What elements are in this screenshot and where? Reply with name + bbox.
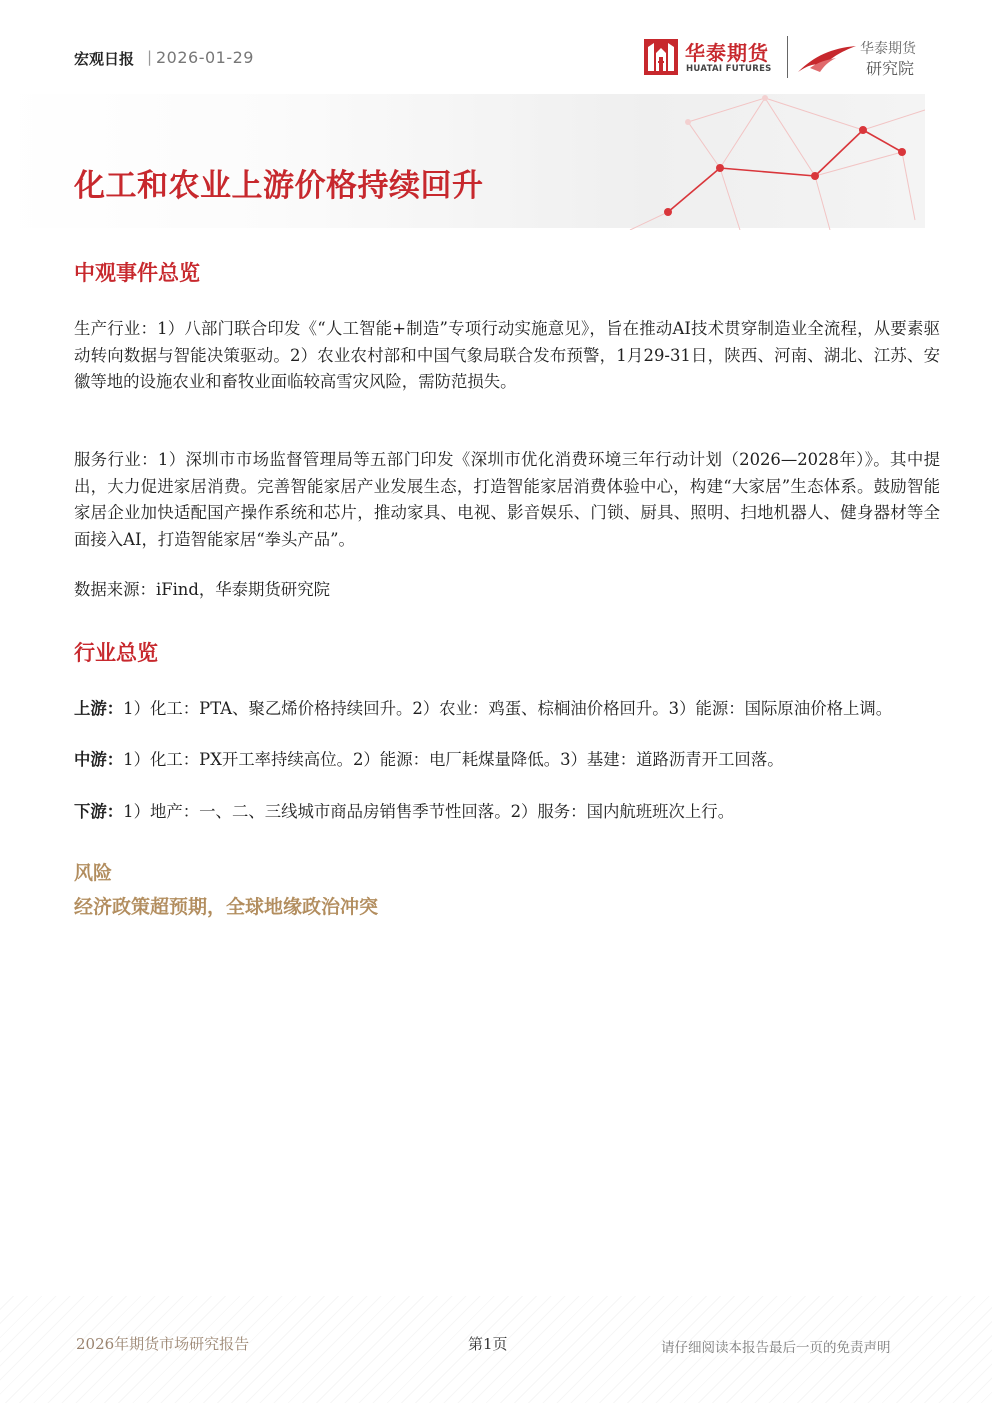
logo-english-name: HUATAI FUTURES (686, 64, 772, 74)
institute-name-line2: 研究院 (866, 59, 915, 78)
downstream-line (74, 799, 940, 826)
logo-chinese-name: 华泰期货 (685, 41, 769, 65)
midstream-label: 中游： (74, 750, 124, 769)
midstream-line (74, 747, 940, 774)
data-source-note: 数据来源：iFind，华泰期货研究院 (74, 580, 330, 599)
footer-page-number: 第1页 (468, 1335, 508, 1353)
paragraph-services: 服务行业：1）深圳市市场监督管理局等五部门印发《深圳市优化消费环境三年行动计划（2026—2028年）》。其中提出，大力促进家居消费。完善智能家居产业发展生态，打造智能家居消费体验中心，构建“大家居”生态体系。鼓励智能家居企业加快适配国产操作系统和芯片，推动家具、电视、影音娱乐、门锁、厨具、照明、扫地机器人、健身器材等全面接入AI，打造智能家居“拳头产品”。 (74, 450, 940, 549)
risk-text: 经济政策超预期，全球地缘政治冲突 (74, 896, 379, 918)
risk-heading: 风险 (74, 862, 113, 884)
huatai-logo-icon (644, 39, 678, 75)
section-heading-industry: 行业总览 (74, 641, 158, 665)
doc-date: 2026-01-29 (156, 48, 254, 67)
logo-divider (787, 36, 788, 78)
downstream-text: 1）地产：一、二、三线城市商品房销售季节性回落。2）服务：国内航班班次上行。 (123, 802, 735, 821)
upstream-text: 1）化工：PTA、聚乙烯价格持续回升。2）农业：鸡蛋、棕榈油价格回升。3）能源：国际原油价格上调。 (123, 699, 893, 718)
downstream-label: 下游： (74, 802, 124, 821)
upstream-line (74, 696, 940, 723)
upstream-label: 上游： (74, 699, 124, 718)
midstream-text: 1）化工：PX开工率持续高位。2）能源：电厂耗煤量降低。3）基建：道路沥青开工回落。 (123, 750, 784, 769)
report-title: 化工和农业上游价格持续回升 (74, 168, 484, 204)
institute-bird-icon (796, 42, 858, 76)
decorative-network-graphic (600, 80, 925, 230)
doc-type: 宏观日报 (74, 50, 135, 68)
doc-separator: | (147, 48, 153, 66)
footer-disclaimer-note: 请仔细阅读本报告最后一页的免责声明 (661, 1340, 891, 1356)
footer-report-name: 2026年期货市场研究报告 (76, 1335, 250, 1353)
section-heading-events: 中观事件总览 (74, 261, 200, 285)
institute-name-line1: 华泰期货 (860, 41, 916, 57)
paragraph-production: 生产行业：1）八部门联合印发《“人工智能+制造”专项行动实施意见》，旨在推动AI技术贯穿制造业全流程，从要素驱动转向数据与智能决策驱动。2）农业农村部和中国气象局联合发布预警，1月29-31日，陕西、河南、湖北、江苏、安徽等地的设施农业和畜牧业面临较高雪灾风险，需防范损失。 (74, 319, 940, 391)
